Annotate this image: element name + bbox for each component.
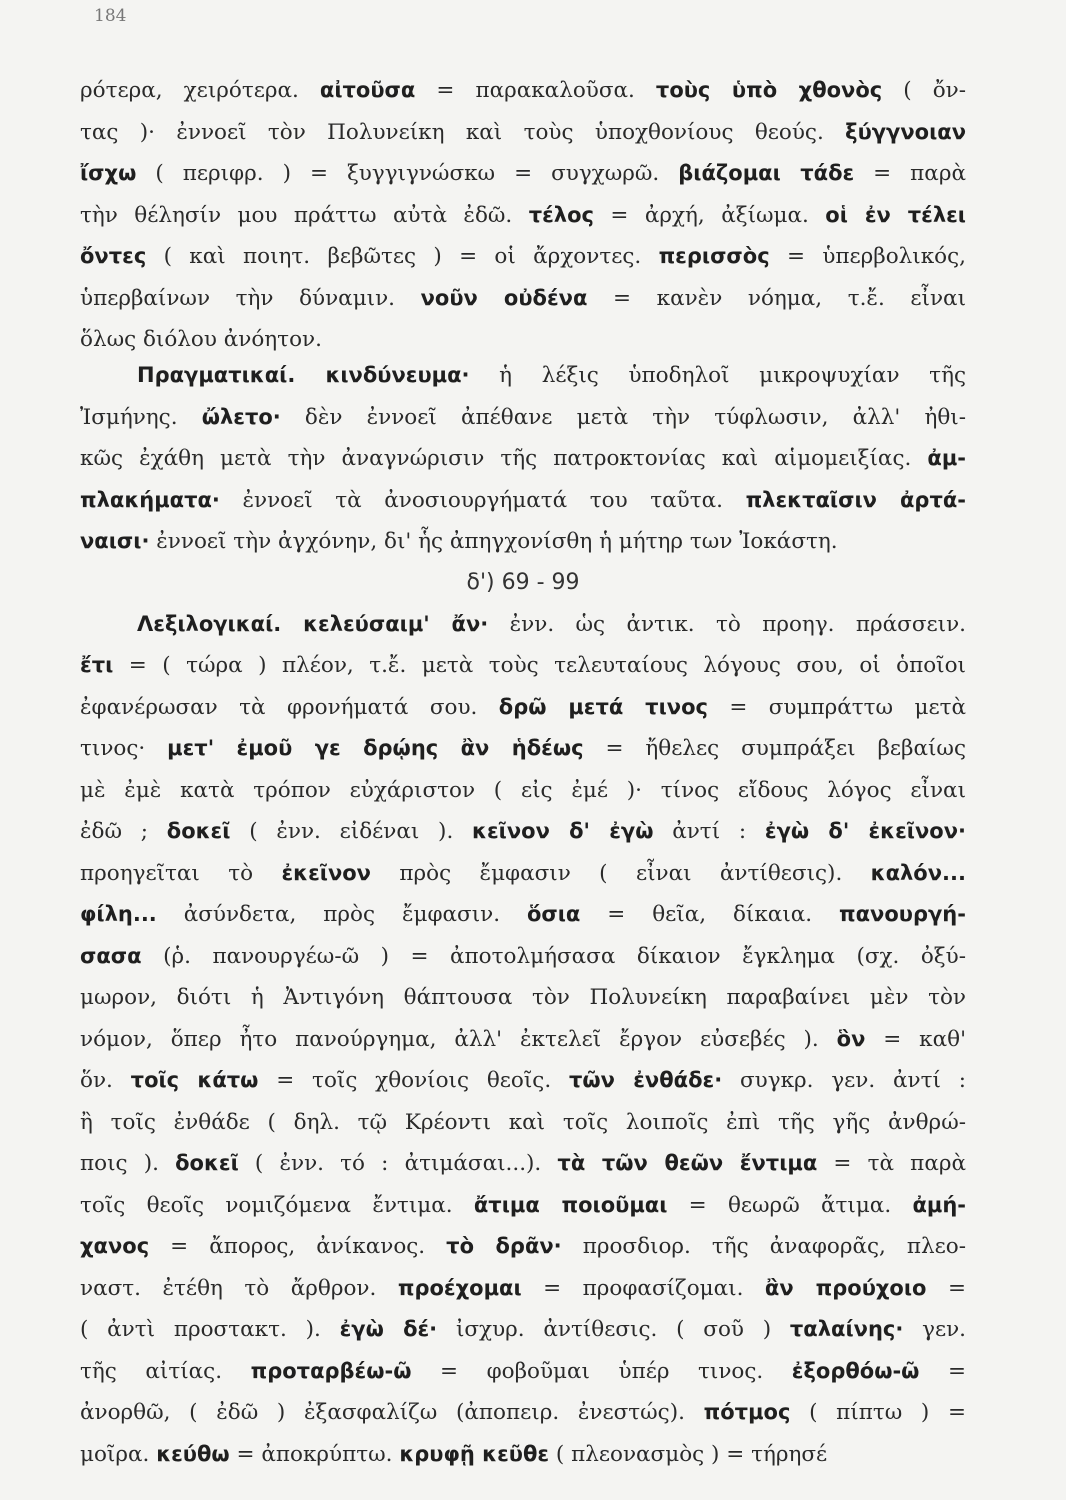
gloss-text: = (919, 1358, 966, 1384)
headword: πότμος (703, 1400, 791, 1424)
gloss-text: = παρακαλοῦσα. (415, 78, 656, 103)
text-line (80, 1392, 966, 1434)
gloss-text: ἐννοεῖ τὰ ἀνοσιουργήματά του ταῦτα. (219, 487, 746, 513)
headword: μετ' ἐμοῦ γε δρῴης ἂν ἡδέως (167, 736, 584, 760)
gloss-text: = ἀποκρύπτω. (229, 1441, 400, 1467)
gloss-text: = θεῖα, δίκαια. (580, 902, 840, 927)
text-line (80, 687, 966, 729)
gloss-text: = ὑπερβολικός, (769, 244, 966, 269)
gloss-text: = τοῖς χθονίοις θεοῖς. (258, 1068, 569, 1093)
gloss-text: ἰσχυρ. ἀντίθεσις. ( σοῦ ) (437, 1317, 790, 1342)
gloss-text: ναστ. ἐτέθη τὸ ἄρθρον. (80, 1275, 398, 1301)
gloss-text: ἐνν. ὡς ἀντικ. τὸ προηγ. πράσσειν. (488, 611, 966, 637)
gloss-text: = προφασίζομαι. (521, 1275, 765, 1301)
gloss-text: = ἤθελες συμπράξει βεβαίως (583, 736, 966, 761)
headword: πανουργή- (839, 902, 966, 926)
headword: προταρβέω-ῶ (250, 1358, 412, 1383)
text-line (80, 236, 966, 278)
headword: τὸ δρᾶν· (446, 1234, 562, 1258)
headword: κρυφῇ κεῦθε (399, 1441, 550, 1466)
gloss-text: μὲ ἐμὲ κατὰ τρόπον εὐχάριστον ( εἰς ἐμέ )· τίνος εἴδους λόγος εἶναι (80, 777, 966, 803)
gloss-text: ρότερα, χειρότερα. (80, 78, 320, 103)
gloss-text: ( πίπτω ) = (790, 1400, 966, 1425)
gloss-text: = ἀρχή, ἀξίωμα. (593, 202, 826, 228)
headword: ἂν προύχοιο (764, 1275, 927, 1300)
headword: οἱ ἐν τέλει (825, 202, 966, 227)
gloss-text: τας )· ἐννοεῖ τὸν Πολυνείκη καὶ τοὺς ὑποχθονίους θεούς. (80, 119, 846, 145)
headword: τοῖς κάτω (130, 1068, 259, 1092)
headword: δρῶ μετά τινος (498, 694, 708, 719)
section-heading: δ') 69 - 99 (466, 570, 580, 595)
gloss-text: = φοβοῦμαι ὑπέρ τινος. (411, 1358, 792, 1384)
text-line (80, 438, 966, 480)
text-line (80, 1309, 966, 1351)
gloss-text: πρὸς ἔμφασιν ( εἶναι ἀντίθεσις). (371, 860, 871, 886)
text-line (80, 1060, 966, 1102)
text-line (80, 977, 966, 1019)
headword: ὄντες (80, 244, 147, 268)
headword: ξύγγνοιαν (845, 119, 966, 144)
glossary-section-69-99 (80, 562, 966, 1475)
text-line (80, 1226, 966, 1268)
headword: ἀμή- (912, 1192, 966, 1217)
gloss-text: συγκρ. γεν. ἀντί : (722, 1068, 966, 1093)
gloss-text: ἐδῶ ; (80, 819, 167, 844)
headword: δοκεῖ (166, 819, 231, 843)
headword: αἰτοῦσα (319, 78, 416, 102)
headword: καλόν... (870, 860, 966, 885)
gloss-text: προσδιορ. τῆς ἀναφορᾶς, πλεο- (561, 1234, 966, 1259)
gloss-text: ( ἐνν. τό : ἀτιμάσαι...). (238, 1151, 558, 1176)
text-line (80, 1185, 966, 1227)
gloss-text: = καθ' (865, 1026, 966, 1052)
gloss-text: ( καὶ ποιητ. βεβῶτες ) = οἱ ἄρχοντες. (146, 244, 659, 269)
text-line (80, 645, 966, 687)
headword: ἴσχω (80, 161, 137, 185)
headword: ὤλετο· (201, 404, 281, 429)
text-line (80, 811, 966, 853)
gloss-text: ( ὄν- (882, 78, 966, 103)
headword: κεῖνον δ' ἐγὼ (472, 819, 654, 843)
headword: ὅσια (526, 902, 581, 926)
text-line (80, 1019, 966, 1061)
text-line (80, 770, 966, 812)
text-line (80, 195, 966, 237)
headword: τῶν ἐνθάδε· (568, 1068, 723, 1092)
text-line (80, 1434, 966, 1476)
gloss-text: ἐννοεῖ τὴν ἀγχόνην, δι' ἧς ἀπηγχονίσθη ἡ μήτηρ των Ἰοκάστη. (149, 529, 838, 554)
gloss-text: ( περιφρ. ) = ξυγγιγνώσκω = συγχωρῶ. (136, 161, 679, 186)
gloss-text: μοῖρα. (80, 1441, 157, 1467)
gloss-text: τῆς αἰτίας. (80, 1358, 251, 1384)
headword: πλακήματα· (80, 487, 220, 512)
headword: σασα (80, 943, 142, 968)
headword: ἐκεῖνον (281, 860, 371, 885)
gloss-text: = ( τώρα ) πλέον, τ.ἔ. μετὰ τοὺς τελευταίους λόγους σου, οἱ ὁποῖοι (113, 653, 966, 678)
gloss-text: ἐφανέρωσαν τὰ φρονήματά σου. (80, 694, 499, 720)
page-number: 184 (94, 6, 127, 26)
gloss-text: = θεωρῶ ἄτιμα. (667, 1192, 913, 1218)
gloss-text: τὴν θέλησίν μου πράττω αὐτὰ ἐδῶ. (80, 202, 529, 228)
headword: κεύθω (156, 1441, 230, 1466)
text-line (80, 112, 966, 154)
text-line (80, 1102, 966, 1144)
text-line (80, 153, 966, 195)
text-line (80, 936, 966, 978)
text-line (80, 1351, 966, 1393)
headword: ναισι· (80, 529, 150, 553)
gloss-text: ἡ λέξις ὑποδηλοῖ μικροψυχίαν τῆς (469, 363, 966, 388)
gloss-text: (ῥ. πανουργέω-ῶ ) = ἀποτολμήσασα δίκαιον ἔγκλημα (σχ. ὀξύ- (141, 943, 966, 969)
gloss-text: μωρον, διότι ἡ Ἀντιγόνη θάπτουσα τὸν Πολυνείκη παραβαίνει μὲν τὸν (80, 985, 966, 1010)
gloss-text: δὲν ἐννοεῖ ἀπέθανε μετὰ τὴν τύφλωσιν, ἀλλ' ἠθι- (280, 404, 966, 430)
text-line (80, 70, 966, 112)
gloss-text: γεν. (903, 1317, 966, 1342)
gloss-text: τοῖς θεοῖς νομιζόμενα ἔντιμα. (80, 1192, 474, 1218)
text-line (80, 521, 966, 563)
headword: πλεκταῖσιν ἀρτά- (745, 487, 966, 512)
headword: ἔτι (80, 653, 114, 677)
gloss-text: = παρὰ (854, 161, 966, 186)
gloss-text: ( πλεονασμὸς ) = τήρησέ (549, 1441, 828, 1467)
text-line (80, 397, 966, 439)
text-line (80, 894, 966, 936)
text-line (80, 355, 966, 397)
headword: ἐγὼ δ' ἐκεῖνον· (764, 819, 966, 843)
glossary-section-pragmatikai (80, 355, 966, 563)
gloss-text: ( ἐνν. εἰδέναι ). (230, 819, 473, 844)
headword: τὰ τῶν θεῶν ἔντιμα (557, 1151, 818, 1175)
gloss-text: ( ἀντὶ προστακτ. ). (80, 1317, 340, 1342)
gloss-text: = κανὲν νόημα, τ.ἔ. εἶναι (587, 285, 966, 311)
text-line (80, 480, 966, 522)
text-line (80, 1268, 966, 1310)
headword: Λεξιλογικαί. κελεύσαιμ' ἄν· (137, 611, 489, 636)
headword: ἄτιμα ποιοῦμαι (473, 1192, 668, 1217)
glossary-section-continuation (80, 70, 966, 361)
headword: χανος (80, 1234, 150, 1258)
headword: ἐγὼ δέ· (339, 1317, 438, 1341)
gloss-text: ὑπερβαίνων τὴν δύναμιν. (80, 285, 421, 311)
headword: Πραγματικαί. κινδύνευμα· (137, 363, 470, 387)
gloss-text: ἀσύνδετα, πρὸς ἔμφασιν. (156, 902, 527, 927)
headword: ἀμ- (927, 446, 966, 470)
headword: τοὺς ὑπὸ χθονὸς (655, 78, 883, 102)
headword: δοκεῖ (175, 1151, 239, 1175)
headword: τέλος (528, 202, 594, 227)
text-line (80, 728, 966, 770)
headword: ταλαίνης· (789, 1317, 904, 1341)
gloss-text: νόμον, ὅπερ ἦτο πανούργημα, ἀλλ' ἐκτελεῖ ἔργον εὐσεβές ). (80, 1026, 837, 1052)
gloss-text: Ἰσμήνης. (80, 404, 202, 430)
headword: ὃν (836, 1026, 866, 1051)
gloss-text: = συμπράττω μετὰ (707, 694, 966, 720)
gloss-text: = (926, 1275, 966, 1301)
headword: ἐξορθόω-ῶ (791, 1358, 920, 1383)
gloss-text: τινος· (80, 736, 168, 761)
gloss-text: ποις ). (80, 1151, 176, 1176)
text-line (80, 278, 966, 320)
gloss-text: = τὰ παρὰ (817, 1151, 966, 1176)
gloss-text: ἢ τοῖς ἐνθάδε ( δηλ. τῷ Κρέοντι καὶ τοῖς λοιποῖς ἐπὶ τῆς γῆς ἀνθρώ- (80, 1109, 966, 1135)
headword: φίλη... (80, 902, 157, 926)
headword: περισσὸς (658, 244, 770, 268)
gloss-text: ὅλως διόλου ἀνόητον. (80, 327, 322, 352)
gloss-text: = ἄπορος, ἀνίκανος. (149, 1234, 447, 1259)
text-line (80, 604, 966, 646)
gloss-text: ἀντί : (653, 819, 765, 844)
gloss-text: ἀνορθῶ, ( ἐδῶ ) ἐξασφαλίζω (ἀποπειρ. ἐνεστώς). (80, 1400, 704, 1425)
text-line (80, 1143, 966, 1185)
gloss-text: ὅν. (80, 1068, 131, 1093)
headword: νοῦν οὐδένα (420, 285, 588, 310)
gloss-text: προηγεῖται τὸ (80, 860, 282, 886)
headword: προέχομαι (397, 1275, 522, 1300)
gloss-text: κῶς ἐχάθη μετὰ τὴν ἀναγνώρισιν τῆς πατροκτονίας καὶ αἱμομειξίας. (80, 446, 928, 471)
text-line (80, 853, 966, 895)
headword: βιάζομαι τάδε (678, 161, 855, 185)
